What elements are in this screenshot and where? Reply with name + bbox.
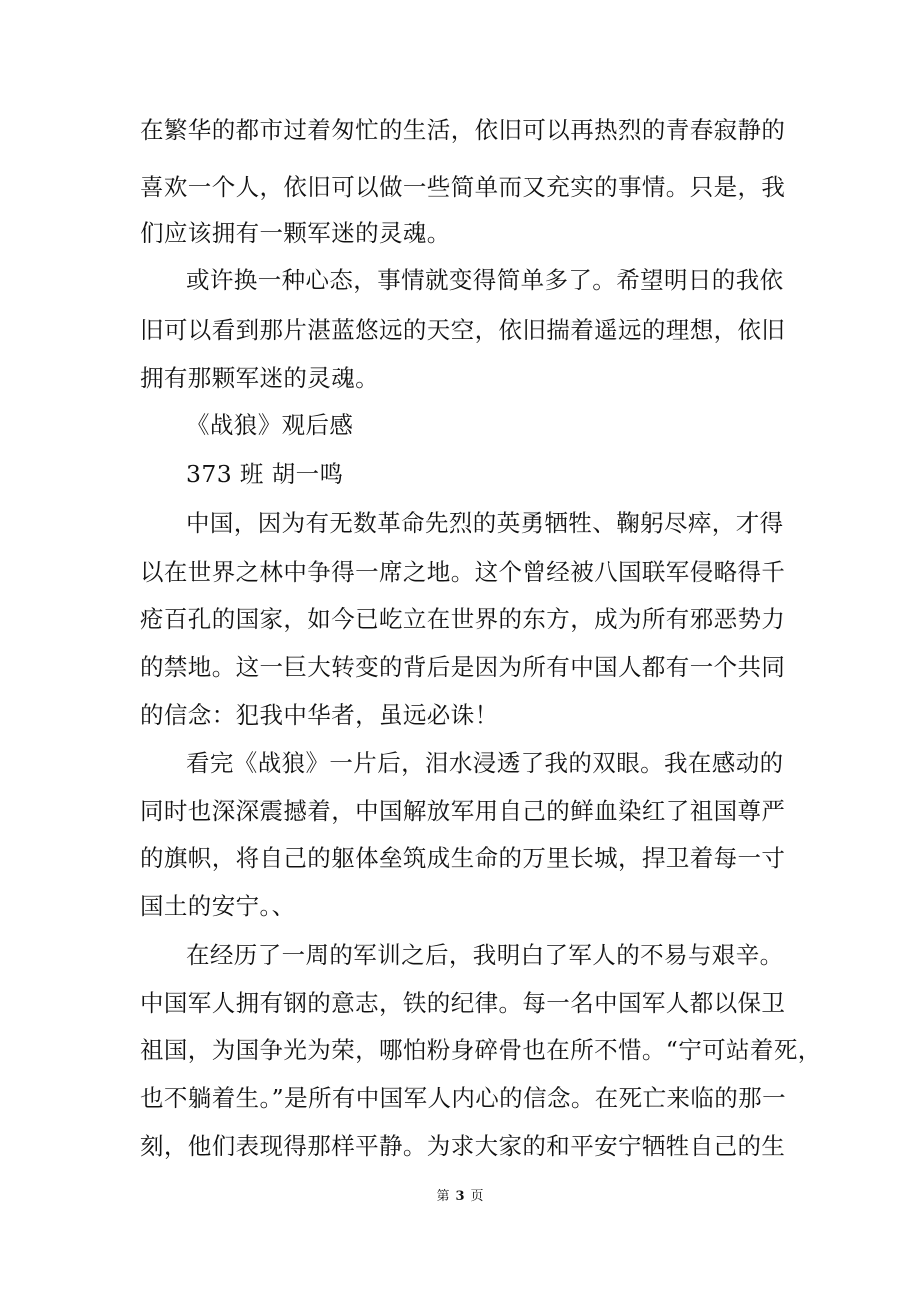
page-number: 3 (455, 1189, 465, 1204)
text-line: 同时也深深震撼着，中国解放军用自己的鲜血染红了祖国尊严 (140, 797, 786, 825)
text-line: 喜欢一个人，依旧可以做一些简单而又充实的事情。只是，我 (140, 173, 786, 201)
page-footer (0, 1188, 920, 1206)
paragraph-first-line: 中国，因为有无数革命先烈的英勇牺牲、鞠躬尽瘁，才得 (186, 509, 784, 537)
text-line: 祖国，为国争光为荣，哪怕粉身碎骨也在所不惜。“宁可站着死， (140, 1036, 822, 1064)
text-line: 也不躺着生。”是所有中国军人内心的信念。在死亡来临的那一 (140, 1084, 786, 1112)
paragraph-first-line: 看完《战狼》一片后，泪水浸透了我的双眼。我在感动的 (186, 749, 784, 777)
text-line: 中国军人拥有钢的意志，铁的纪律。每一名中国军人都以保卫 (140, 989, 786, 1017)
text-line: 刻，他们表现得那样平静。为求大家的和平安宁牺牲自己的生 (140, 1132, 786, 1160)
page-label-prefix: 第 (436, 1189, 450, 1204)
text-line: 旧可以看到那片湛蓝悠远的天空，依旧揣着遥远的理想，依旧 (140, 316, 786, 344)
text-line: 的禁地。这一巨大转变的背后是因为所有中国人都有一个共同 (140, 653, 786, 681)
paragraph-first-line: 或许换一种心态，事情就变得简单多了。希望明日的我依 (186, 266, 784, 294)
text-line: 的旗帜，将自己的躯体垒筑成生命的万里长城，捍卫着每一寸 (140, 844, 786, 872)
text-line: 国土的安宁。、 (140, 892, 296, 920)
paragraph-first-line: 在经历了一周的军训之后，我明白了军人的不易与艰辛。 (186, 941, 784, 969)
text-line: 在繁华的都市过着匆忙的生活，依旧可以再热烈的青春寂静的 (140, 116, 786, 144)
page-label-suffix: 页 (470, 1189, 484, 1204)
text-line: 们应该拥有一颗军迷的灵魂。 (140, 219, 451, 247)
text-line: 拥有那颗军迷的灵魂。 (140, 364, 379, 392)
text-line: 的信念：犯我中华者，虽远必诛！ (140, 701, 499, 729)
author-line: 373 班 胡一鸣 (186, 460, 344, 488)
article-title: 《战狼》观后感 (186, 411, 354, 439)
text-line: 疮百孔的国家，如今已屹立在世界的东方，成为所有邪恶势力 (140, 605, 786, 633)
text-line: 以在世界之林中争得一席之地。这个曾经被八国联军侵略得千 (140, 558, 786, 586)
